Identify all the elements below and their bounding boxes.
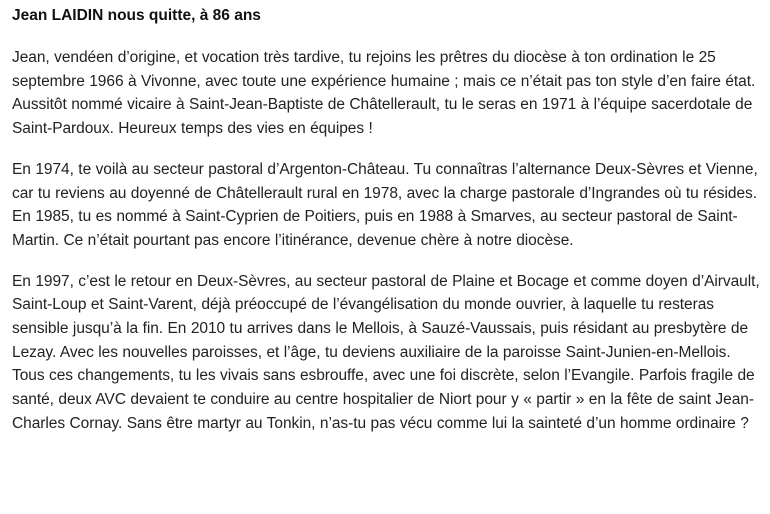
article-title: Jean LAIDIN nous quitte, à 86 ans — [12, 7, 261, 24]
article — [12, 0, 764, 436]
article-paragraph-3: En 1997, c’est le retour en Deux-Sèvres, au secteur pastoral de Plaine et Bocage et comme doyen d’Airvault, Saint-Loup et Saint-Varent, déjà préoccupé de l’évangélisation du monde ouvrier, à laquelle tu resteras sensible jusqu’à la fin. En 2010 tu arrives dans le Mellois, à Sauzé-Vaussais, puis résidant au presbytère de Lezay. Avec les nouvelles paroisses, et l’âge, tu deviens auxiliaire de la paroisse Saint-Junien-en-Mellois. Tous ces changements, tu les vivais sans esbrouffe, avec une foi discrète, selon l’Evangile. Parfois fragile de santé, deux AVC devaient te conduire au centre hospitalier de Niort pour y « partir » en la fête de saint Jean-Charles Cornay. Sans être martyr au Tonkin, n’as-tu pas vécu comme lui la sainteté d’un homme ordinaire ? — [12, 272, 760, 432]
article-paragraph-1: Jean, vendéen d’origine, et vocation très tardive, tu rejoins les prêtres du diocèse à ton ordination le 25 septembre 1966 à Vivonne, avec toute une expérience humaine ; mais ce n’était pas ton style d’en faire état. Aussitôt nommé vicaire à Saint-Jean-Baptiste de Châtellerault, tu le seras en 1971 à l’équipe sacerdotale de Saint-Pardoux. Heureux temps des vies en équipes ! — [12, 49, 756, 138]
article-paragraph-2: En 1974, te voilà au secteur pastoral d’Argenton-Château. Tu connaîtras l’alternance Deux-Sèvres et Vienne, car tu reviens au doyenné de Châtellerault rural en 1978, avec la charge pastorale d’Ingrandes où tu résides. En 1985, tu es nommé à Saint-Cyprien de Poitiers, puis en 1988 à Smarves, au secteur pastoral de Saint-Martin. Ce n’était pourtant pas encore l’itinérance, devenue chère à notre diocèse. — [12, 160, 758, 249]
